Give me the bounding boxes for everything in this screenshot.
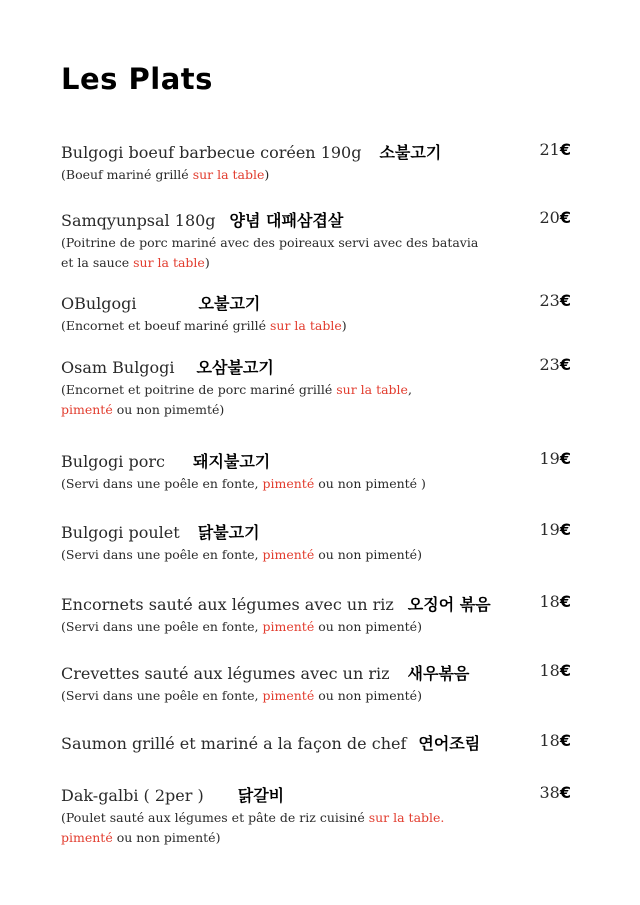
menu-item bbox=[61, 783, 581, 848]
dish-korean-name: 오불고기 bbox=[198, 294, 261, 313]
dish-korean-name: 오삼불고기 bbox=[196, 358, 274, 377]
menu-item-title-line bbox=[61, 783, 581, 806]
dish-korean-name: 새우볶음 bbox=[407, 664, 470, 683]
dish-name: Encornets sauté aux légumes avec un riz bbox=[61, 595, 394, 614]
menu-item-title-line bbox=[61, 449, 581, 472]
menu-item bbox=[61, 140, 581, 185]
dish-description bbox=[61, 233, 581, 273]
price-value: 18 bbox=[539, 592, 560, 611]
highlight-text: sur la table bbox=[133, 255, 205, 270]
menu-item-title-line bbox=[61, 520, 581, 543]
description-text: ou non pimemté) bbox=[112, 402, 225, 417]
highlight-text: sur la table bbox=[336, 382, 408, 397]
menu-item-title-line bbox=[61, 140, 581, 163]
menu-item-title-line bbox=[61, 731, 581, 754]
dish-price bbox=[540, 731, 572, 750]
description-text: (Servi dans une poêle en fonte, bbox=[61, 619, 263, 634]
menu-item bbox=[61, 520, 581, 565]
dish-korean-name: 양념 대패삼겹살 bbox=[229, 211, 344, 230]
dish-korean-name: 닭불고기 bbox=[197, 523, 260, 542]
price-value: 23 bbox=[539, 355, 560, 374]
description-text: (Poitrine de porc mariné avec des poireaux servi avec des batavia bbox=[61, 235, 479, 250]
euro-symbol: € bbox=[559, 661, 571, 680]
description-text: ou non pimenté) bbox=[314, 547, 422, 562]
euro-symbol: € bbox=[559, 731, 571, 750]
menu-item bbox=[61, 661, 581, 706]
price-value: 23 bbox=[539, 291, 560, 310]
description-text: ) bbox=[204, 255, 210, 270]
dish-description bbox=[61, 380, 581, 420]
highlight-text: pimenté bbox=[262, 476, 315, 491]
dish-price bbox=[540, 355, 572, 374]
highlight-text: pimenté bbox=[262, 547, 315, 562]
dish-price bbox=[540, 592, 572, 611]
dish-name: Osam Bulgogi bbox=[61, 358, 175, 377]
menu-item-title-line bbox=[61, 592, 581, 615]
euro-symbol: € bbox=[559, 140, 571, 159]
highlight-text: pimenté bbox=[61, 402, 113, 417]
dish-korean-name: 돼지불고기 bbox=[192, 452, 271, 471]
menu-item-title-line bbox=[61, 291, 581, 314]
dish-price bbox=[540, 449, 572, 468]
dish-name: Crevettes sauté aux légumes avec un riz bbox=[61, 664, 390, 683]
description-text: (Boeuf mariné grillé bbox=[61, 167, 193, 182]
dish-price bbox=[540, 520, 572, 539]
dish-price bbox=[540, 661, 572, 680]
description-text: (Servi dans une poêle en fonte, bbox=[61, 476, 263, 491]
description-text: , bbox=[407, 382, 412, 397]
page-title: Les Plats bbox=[61, 62, 213, 96]
dish-price bbox=[540, 140, 572, 159]
highlight-text: sur la table. bbox=[368, 810, 445, 825]
price-value: 19 bbox=[539, 520, 560, 539]
menu-item bbox=[61, 291, 581, 336]
euro-symbol: € bbox=[559, 592, 571, 611]
dish-name: Dak-galbi ( 2per ) bbox=[61, 786, 204, 805]
dish-name: Saumon grillé et mariné a la façon de chef bbox=[61, 734, 407, 753]
menu-item bbox=[61, 208, 581, 273]
euro-symbol: € bbox=[559, 291, 571, 310]
dish-name: Samqyunpsal 180g bbox=[61, 211, 216, 230]
price-value: 20 bbox=[539, 208, 560, 227]
description-text: (Servi dans une poêle en fonte, bbox=[61, 688, 263, 703]
menu-item bbox=[61, 449, 581, 494]
dish-price bbox=[540, 783, 572, 802]
dish-name: Bulgogi boeuf barbecue coréen 190g bbox=[61, 143, 362, 162]
dish-name: OBulgogi bbox=[61, 294, 137, 313]
menu-item-title-line bbox=[61, 661, 581, 684]
euro-symbol: € bbox=[559, 208, 571, 227]
dish-description bbox=[61, 474, 581, 494]
price-value: 21 bbox=[539, 140, 560, 159]
description-text: ou non pimenté) bbox=[112, 830, 221, 845]
euro-symbol: € bbox=[559, 449, 571, 468]
description-text: (Poulet sauté aux légumes et pâte de riz cuisiné bbox=[61, 810, 369, 825]
highlight-text: pimenté bbox=[262, 619, 315, 634]
description-text: ou non pimenté) bbox=[314, 688, 422, 703]
description-text: (Encornet et poitrine de porc mariné grillé bbox=[61, 382, 337, 397]
description-text: (Encornet et boeuf mariné grillé bbox=[61, 318, 271, 333]
euro-symbol: € bbox=[559, 783, 571, 802]
dish-korean-name: 오징어 볶음 bbox=[407, 595, 491, 614]
dish-korean-name: 닭갈비 bbox=[237, 786, 285, 805]
price-value: 18 bbox=[539, 661, 560, 680]
highlight-text: sur la table bbox=[192, 167, 265, 182]
euro-symbol: € bbox=[559, 355, 571, 374]
menu-item bbox=[61, 592, 581, 637]
dish-korean-name: 소불고기 bbox=[379, 143, 442, 162]
menu-item-title-line bbox=[61, 208, 581, 231]
price-value: 19 bbox=[539, 449, 560, 468]
highlight-text: pimenté bbox=[61, 830, 113, 845]
dish-description bbox=[61, 686, 581, 706]
description-text: (Servi dans une poêle en fonte, bbox=[61, 547, 263, 562]
dish-name: Bulgogi poulet bbox=[61, 523, 180, 542]
price-value: 38 bbox=[539, 783, 560, 802]
highlight-text: sur la table bbox=[270, 318, 342, 333]
menu-item bbox=[61, 355, 581, 420]
description-text: ) bbox=[264, 167, 270, 182]
description-text: et la sauce bbox=[61, 255, 134, 270]
dish-price bbox=[540, 208, 572, 227]
description-text: ou non pimenté ) bbox=[314, 476, 426, 491]
price-value: 18 bbox=[539, 731, 560, 750]
dish-name: Bulgogi porc bbox=[61, 452, 165, 471]
dish-description bbox=[61, 617, 581, 637]
dish-korean-name: 연어조림 bbox=[418, 734, 481, 753]
dish-description bbox=[61, 545, 581, 565]
menu-item bbox=[61, 731, 581, 754]
dish-description bbox=[61, 808, 581, 848]
menu-item-title-line bbox=[61, 355, 581, 378]
euro-symbol: € bbox=[559, 520, 571, 539]
dish-price bbox=[540, 291, 572, 310]
description-text: ou non pimenté) bbox=[314, 619, 422, 634]
highlight-text: pimenté bbox=[262, 688, 315, 703]
description-text: ) bbox=[341, 318, 347, 333]
dish-description bbox=[61, 316, 581, 336]
dish-description bbox=[61, 165, 581, 185]
